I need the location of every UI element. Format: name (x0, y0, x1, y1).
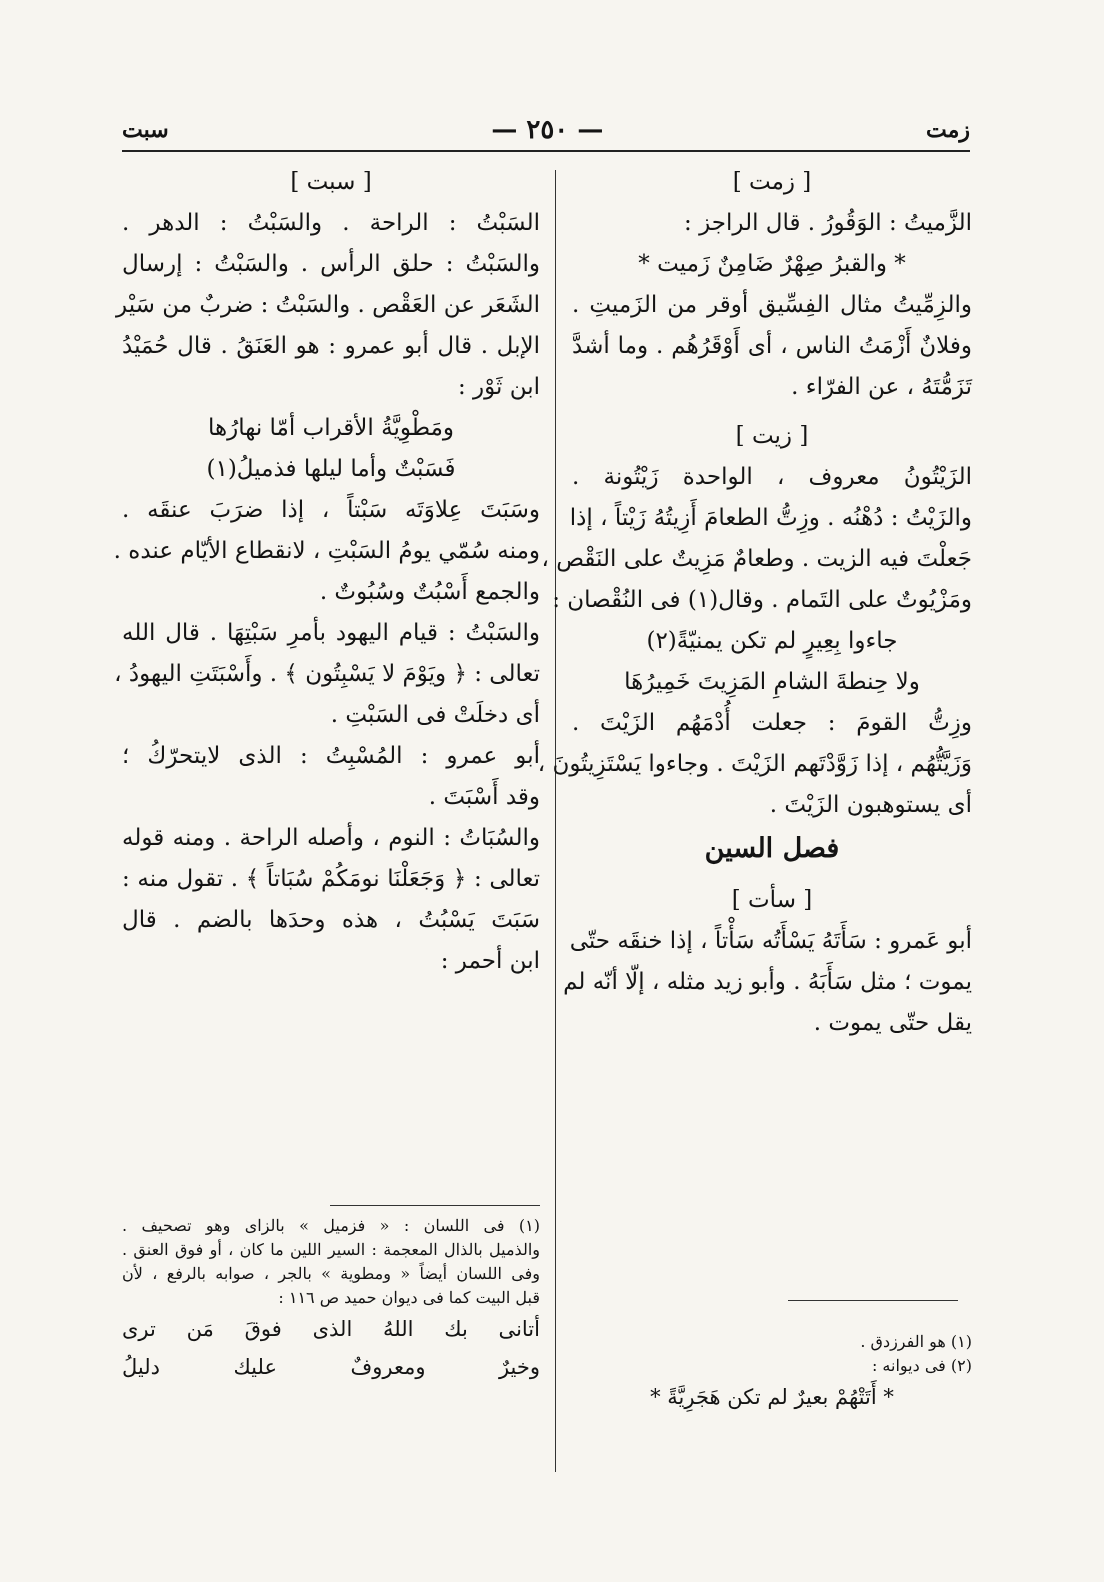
entry-heading: [ زمت ] (732, 169, 812, 195)
right-column (537, 162, 972, 1044)
verse-line: فَسَبْتٌ وأما ليلها فذميلُ(١) (206, 456, 456, 482)
footnote-line: وفى اللسان أيضاً « ومطوية » بالجر ، صوابه بالرفع ، لأن (122, 1264, 540, 1283)
text-line: وزِتُّ القومَ : جعلت أُدْمَهُم الزَيْتَ . (572, 710, 972, 736)
text-line: وقد أَسْبَتَ . (428, 784, 540, 810)
text-line: والزَيْتُ : دُهْنُه . وزِتُّ الطعامَ أَزِيتُهُ زَيْتاً ، إذا (569, 505, 972, 531)
text-line: ابن ثَوْر : (457, 374, 540, 400)
text-line: والسَبْتُ : حلق الرأس . والسَبْتُ : إرسال (122, 251, 540, 277)
text-line: الشَعَر عن العَقْص . والسَبْتُ : ضربٌ من سَيْر (116, 292, 540, 318)
text-line: وَزَيَّتُّهُم ، إذا زَوَّدْتَهم الزَيْتَ . وجاءوا يَسْتَزِيتُونَ ، (537, 751, 972, 777)
section-title: فصل السين (704, 833, 840, 864)
footnote-line: قبل البيت كما فى ديوان حميد ص ١١٦ : (278, 1288, 540, 1307)
text-line: والسَبْتُ : قيام اليهود بأمرِ سَبْتِهَا . قال الله (122, 620, 540, 646)
footnote-verse: أتانى بك اللهُ الذى فوقَ مَن ترى (122, 1317, 540, 1341)
entry-heading: [ سأت ] (731, 887, 813, 913)
verse-line: ولا حِنطةَ الشامِ المَزِيتَ خَمِيرُهَا (624, 669, 920, 695)
text-line: وفلانٌ أَزْمَتُ الناس ، أى أَوْقَرُهُم . وما أشدَّ (572, 333, 972, 359)
text-line: ومنه سُمّي يومُ السَبْتِ ، لانقطاع الأيّام عنده . (113, 538, 540, 564)
entry-gap (572, 872, 972, 880)
text-line: الزَيْتُونُ معروف ، الواحدة زَيْتُونة . (572, 464, 972, 490)
footnote-line: (٢) فى ديوانه : (871, 1356, 972, 1375)
column-divider (555, 170, 556, 1472)
text-line: والزِمِّيتُ مثال الفِسِّيق أوقر من الزَميتِ . (572, 292, 972, 318)
header-rule (122, 150, 970, 152)
text-line: أبو عمرو : المُسْبِتُ : الذى لايتحرّكُ ؛ (122, 743, 540, 769)
text-line: وسَبَتَ عِلاوَتَه سَبْتاً ، إذا ضرَبَ عنقَه . (122, 497, 540, 523)
text-line: جَعلْتَ فيه الزيت . وطعامٌ مَزِيتٌ على النَقْص ، (541, 546, 972, 572)
text-line: أى دخلَتْ فى السَبْتِ . (330, 702, 540, 728)
text-line: الإبل . قال أبو عمرو : هو العَنَقُ . قال حُمَيْدُ (122, 333, 540, 359)
footnote-verse: * أَتَتْهُمْ بعيرٌ لم تكن هَجَرِيَّةً * (650, 1385, 894, 1409)
text-line: سَبَتَ يَسْبُتُ ، هذه وحدَها بالضم . قال (122, 907, 540, 933)
page-header (122, 112, 970, 148)
text-line: أبو عَمرو : سَأَتَهُ يَسْأَتُه سَأْتاً ، إذا خنقَه حتّى (569, 928, 972, 954)
text-line: يموت ؛ مثل سَأَبَهُ . وأبو زيد مثله ، إلّا أنّه لم (563, 969, 972, 995)
entry-heading: [ سبت ] (290, 169, 372, 195)
text-line: والسُبَاتُ : النوم ، وأصله الراحة . ومنه قوله (122, 825, 540, 851)
verse-line: جاءوا بِعِيرٍ لم تكن يمنيّةً(٢) (646, 628, 898, 654)
text-line: تعالى : ﴿ وَجَعَلْنَا نومَكُمْ سُبَاتاً ﴾ . تقول منه : (122, 866, 540, 892)
text-line: ابن أحمر : (440, 948, 540, 974)
right-running-head: زمت (925, 117, 970, 143)
verse-line: * والقبرُ صِهْرٌ ضَامِنٌ زَميت * (638, 251, 906, 277)
text-line: أى يستوهبون الزَيْتَ . (769, 792, 972, 818)
text-line: السَبْتُ : الراحة . والسَبْتُ : الدهر . (122, 210, 540, 236)
footnote-rule-right (788, 1300, 958, 1301)
text-line: ومَزْيُوتٌ على التَمام . وقال(١) فى النُقْصان : (552, 587, 972, 613)
footnote-verse: وخيرٌ ومعروفٌ عليك دليلُ (122, 1355, 540, 1379)
text-line: تَزَمُّتَهُ ، عن الفرّاء . (791, 374, 972, 400)
entry-gap (572, 408, 972, 416)
left-running-head: سبت (122, 117, 169, 143)
entry-heading: [ زيت ] (735, 423, 809, 449)
text-line: يقل حتّى يموت . (813, 1010, 972, 1036)
text-line: والجمع أَسْبُتٌ وسُبُوتٌ . (319, 579, 540, 605)
left-column (113, 162, 540, 982)
footnote-line: (١) فى اللسان : « فزميل » بالزاى وهو تصحيف . (122, 1216, 540, 1235)
text-line: تعالى : ﴿ ويَوْمَ لا يَسْبِتُون ﴾ . وأَسْبَتَتِ اليهودُ ، (114, 661, 540, 687)
footnote-line: (١) هو الفرزدق . (860, 1332, 972, 1351)
footnotes-left (122, 1214, 540, 1386)
page-number: — ٢٥٠ — (491, 115, 604, 145)
text-line: الزَّميتُ : الوَقُورُ . قال الراجز : (684, 210, 972, 236)
footnote-line: والذميل بالذال المعجمة : السير اللين ما كان ، أو فوق العنق . (122, 1240, 540, 1259)
footnotes-right (572, 1330, 972, 1416)
verse-line: ومَطْوِيَّةُ الأقراب أمّا نهارُها (207, 415, 455, 441)
footnote-rule-left (330, 1205, 540, 1206)
